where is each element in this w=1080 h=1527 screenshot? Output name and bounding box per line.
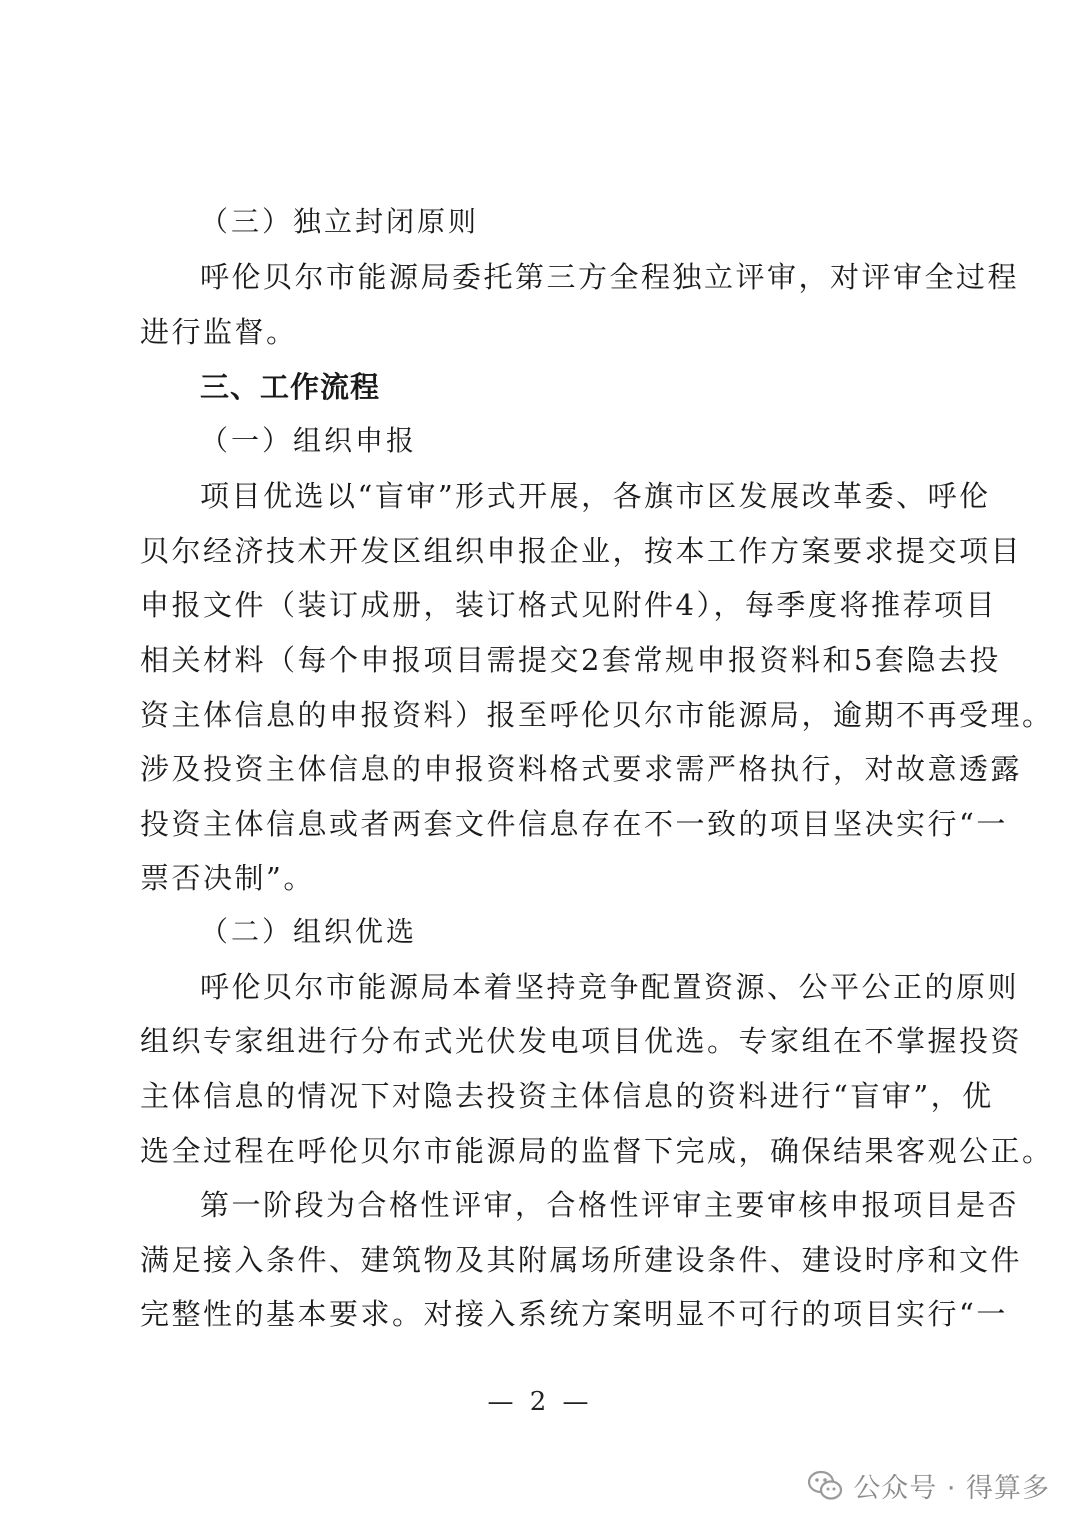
section-heading-independent-principle: （三）独立封闭原则: [200, 205, 480, 238]
paragraph-line: 资主体信息的申报资料）报至呼伦贝尔市能源局，逾期不再受理。: [140, 698, 1054, 732]
section-heading-workflow: 三、工作流程: [200, 370, 381, 404]
section-heading-organize-application: （一）组织申报: [200, 424, 418, 457]
paragraph-line: 满足接入条件、建筑物及其附属场所建设条件、建设时序和文件: [140, 1243, 1023, 1277]
paragraph-line: 贝尔经济技术开发区组织申报企业，按本工作方案要求提交项目: [140, 534, 1023, 568]
paragraph-line: 呼伦贝尔市能源局本着坚持竞争配置资源、公平公正的原则: [200, 970, 1020, 1004]
wechat-icon: [807, 1470, 843, 1502]
paragraph-line: 投资主体信息或者两套文件信息存在不一致的项目坚决实行“一: [140, 807, 1008, 841]
paragraph-line: 项目优选以“盲审”形式开展，各旗市区发展改革委、呼伦: [200, 479, 991, 513]
paragraph-line: 相关材料（每个申报项目需提交2套常规申报资料和5套隐去投: [140, 643, 1001, 677]
paragraph-line: 进行监督。: [140, 315, 298, 349]
paragraph-line: 涉及投资主体信息的申报资料格式要求需严格执行，对故意透露: [140, 752, 1023, 786]
paragraph-line: 完整性的基本要求。对接入系统方案明显不可行的项目实行“一: [140, 1297, 1008, 1331]
watermark-text: 公众号 · 得算多: [853, 1473, 1050, 1504]
paragraph-line: 第一阶段为合格性评审，合格性评审主要审核申报项目是否: [200, 1188, 1020, 1222]
paragraph-line: 主体信息的情况下对隐去投资主体信息的资料进行“盲审”，优: [140, 1079, 994, 1113]
watermark: [807, 1466, 1050, 1505]
paragraph-line: 票否决制”。: [140, 861, 315, 895]
section-heading-organize-selection: （二）组织优选: [200, 915, 418, 948]
page-number: — 2 —: [487, 1387, 593, 1417]
paragraph-line: 选全过程在呼伦贝尔市能源局的监督下完成，确保结果客观公正。: [140, 1134, 1054, 1168]
paragraph-line: 组织专家组进行分布式光伏发电项目优选。专家组在不掌握投资: [140, 1024, 1023, 1058]
paragraph-line: 呼伦贝尔市能源局委托第三方全程独立评审，对评审全过程: [200, 260, 1020, 294]
paragraph-line: 申报文件（装订成册，装订格式见附件4），每季度将推荐项目: [140, 588, 997, 622]
